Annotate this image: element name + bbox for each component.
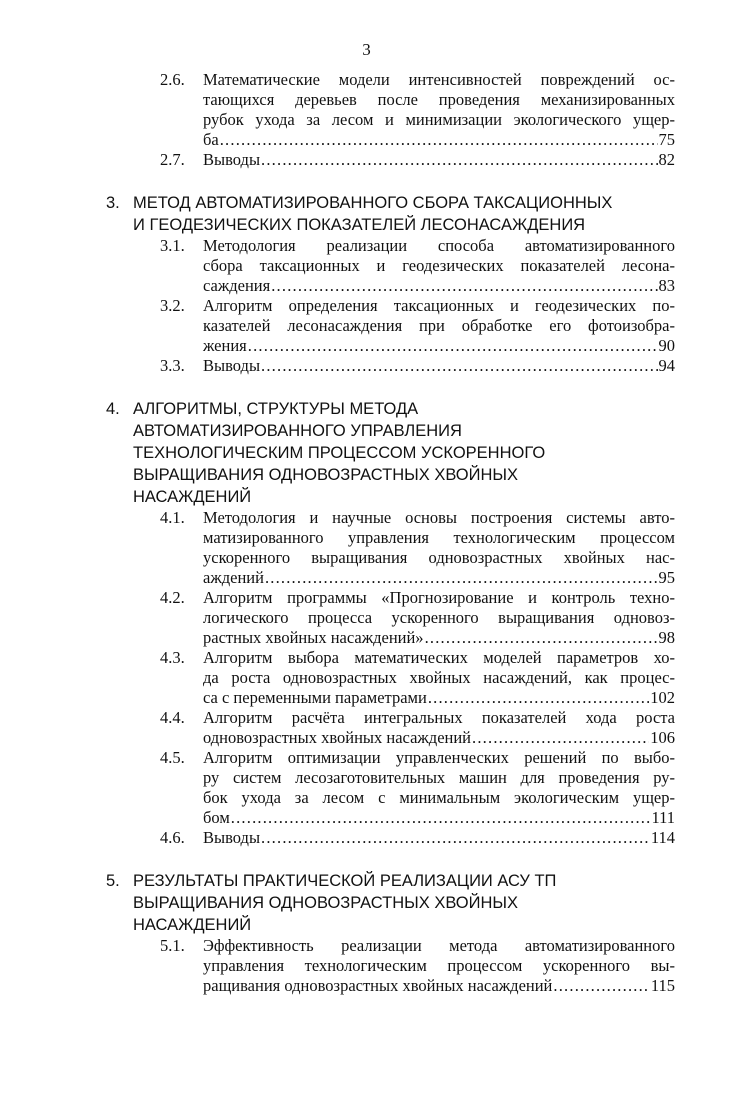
chapter-title-line: МЕТОД АВТОМАТИЗИРОВАННОГО СБОРА ТАКСАЦИОННЫХ <box>133 194 613 212</box>
toc-section-s3 <box>0 192 733 376</box>
toc-entry[interactable] <box>0 236 675 296</box>
entry-title-line: Алгоритм определения таксационных и геодезических по- <box>203 296 675 315</box>
entry-leader-line <box>203 130 675 150</box>
toc-entry[interactable] <box>0 296 675 356</box>
entry-page-number: 114 <box>650 828 675 847</box>
entry-number: 3.1. <box>160 236 185 255</box>
entry-number: 4.6. <box>160 828 185 847</box>
dot-leader <box>261 150 657 170</box>
entry-title-line: бок ухода за лесом с минимальным экологическим ущер- <box>203 788 675 807</box>
entry-title-line: рубок ухода за лесом и минимизации экологического ущер- <box>203 110 675 129</box>
entry-title-last-line: ращивания одновозрастных хвойных насаждений <box>203 976 553 995</box>
entry-title-last-line: саждения <box>203 276 271 295</box>
entry-title-last-line: жения <box>203 336 247 355</box>
entry-page-number: 102 <box>650 688 675 707</box>
entry-page-number: 111 <box>651 808 675 827</box>
chapter-title-line: АВТОМАТИЗИРОВАННОГО УПРАВЛЕНИЯ <box>133 422 462 440</box>
chapter-title-line: И ГЕОДЕЗИЧЕСКИХ ПОКАЗАТЕЛЕЙ ЛЕСОНАСАЖДЕНИЯ <box>133 216 586 234</box>
dot-leader <box>220 130 658 150</box>
entry-leader-line <box>203 276 675 296</box>
entry-number: 4.2. <box>160 588 185 607</box>
entry-title-last-line: Выводы <box>203 150 261 169</box>
chapter-title-line: ВЫРАЩИВАНИЯ ОДНОВОЗРАСТНЫХ ХВОЙНЫХ <box>133 894 519 912</box>
dot-leader <box>553 976 649 996</box>
dot-leader <box>428 688 649 708</box>
entry-leader-line <box>203 808 675 828</box>
toc-entry[interactable] <box>0 150 675 170</box>
entry-page-number: 115 <box>650 976 675 995</box>
entry-title-last-line: Выводы <box>203 828 261 847</box>
toc-entry[interactable] <box>0 70 675 150</box>
entry-page-number: 106 <box>650 728 675 747</box>
entry-number: 2.7. <box>160 150 185 169</box>
chapter-title-line: РЕЗУЛЬТАТЫ ПРАКТИЧЕСКОЙ РЕАЛИЗАЦИИ АСУ ТП <box>133 872 557 890</box>
entry-leader-line <box>203 976 675 996</box>
entry-leader-line <box>203 728 675 748</box>
chapter-title-line: НАСАЖДЕНИЙ <box>133 488 252 506</box>
toc-entry[interactable] <box>0 508 675 588</box>
entry-title-line: тающихся деревьев после проведения механизированных <box>203 90 675 109</box>
entry-page-number: 95 <box>658 568 675 587</box>
entry-title-line: Методология и научные основы построения системы авто- <box>203 508 675 527</box>
entry-page-number: 82 <box>658 150 675 169</box>
entry-leader-line <box>203 688 675 708</box>
entry-title-last-line: Выводы <box>203 356 261 375</box>
entry-title-line: казателей лесонасаждения при обработке его фотоизобра- <box>203 316 675 335</box>
dot-leader <box>261 356 657 376</box>
entry-title-line: Математические модели интенсивностей повреждений ос- <box>203 70 675 89</box>
entry-title-last-line: ба <box>203 130 219 149</box>
entry-page-number: 83 <box>658 276 675 295</box>
entry-number: 2.6. <box>160 70 185 89</box>
entry-title-line: логического процесса ускоренного выращивания одновоз- <box>203 608 675 627</box>
chapter-heading[interactable] <box>0 192 653 236</box>
chapter-title-line: ТЕХНОЛОГИЧЕСКИМ ПРОЦЕССОМ УСКОРЕННОГО <box>133 444 546 462</box>
entry-leader-line <box>203 336 675 356</box>
toc-entry[interactable] <box>0 648 675 708</box>
entry-page-number: 90 <box>658 336 675 355</box>
entry-leader-line <box>203 828 675 848</box>
table-of-contents <box>0 70 733 1018</box>
entry-number: 5.1. <box>160 936 185 955</box>
chapter-heading[interactable] <box>0 870 653 936</box>
chapter-number: 3. <box>106 194 120 212</box>
toc-entry[interactable] <box>0 708 675 748</box>
entry-title-line: да роста одновозрастных хвойных насаждений, как процес- <box>203 668 675 687</box>
chapter-number: 5. <box>106 872 120 890</box>
entry-title-line: управления технологическим процессом ускоренного вы- <box>203 956 675 975</box>
entry-number: 4.5. <box>160 748 185 767</box>
entry-page-number: 98 <box>658 628 675 647</box>
entry-number: 3.2. <box>160 296 185 315</box>
entry-number: 4.4. <box>160 708 185 727</box>
chapter-title-line: АЛГОРИТМЫ, СТРУКТУРЫ МЕТОДА <box>133 400 419 418</box>
dot-leader <box>231 808 651 828</box>
entry-title-line: Методология реализации способа автоматизированного <box>203 236 675 255</box>
toc-entry[interactable] <box>0 936 675 996</box>
page-number: 3 <box>362 40 371 59</box>
dot-leader <box>425 628 658 648</box>
toc-section-s4 <box>0 398 733 848</box>
dot-leader <box>261 828 650 848</box>
dot-leader <box>472 728 649 748</box>
entry-title-line: Алгоритм программы «Прогнозирование и контроль техно- <box>203 588 675 607</box>
entry-number: 4.3. <box>160 648 185 667</box>
chapter-title-line: ВЫРАЩИВАНИЯ ОДНОВОЗРАСТНЫХ ХВОЙНЫХ <box>133 466 519 484</box>
entry-leader-line <box>203 150 675 170</box>
entry-page-number: 75 <box>658 130 675 149</box>
entry-title-line: Алгоритм выбора математических моделей параметров хо- <box>203 648 675 667</box>
entry-title-last-line: аждений <box>203 568 264 587</box>
chapter-heading[interactable] <box>0 398 653 508</box>
entry-title-last-line: одновозрастных хвойных насаждений <box>203 728 472 747</box>
entry-title-last-line: бом <box>203 808 230 827</box>
entry-leader-line <box>203 568 675 588</box>
toc-entry[interactable] <box>0 588 675 648</box>
entry-title-line: ускоренного выращивания одновозрастных хвойных нас- <box>203 548 675 567</box>
entry-title-line: Алгоритм расчёта интегральных показателей хода роста <box>203 708 675 727</box>
toc-section-s5 <box>0 870 733 996</box>
toc-entry[interactable] <box>0 828 675 848</box>
entry-title-line: матизированного управления технологическим процессом <box>203 528 675 547</box>
entry-leader-line <box>203 628 675 648</box>
toc-entry[interactable] <box>0 748 675 828</box>
entry-page-number: 94 <box>658 356 675 375</box>
toc-entry[interactable] <box>0 356 675 376</box>
entry-title-last-line: са с переменными параметрами <box>203 688 427 707</box>
entry-leader-line <box>203 356 675 376</box>
entry-title-line: ру систем лесозаготовительных машин для проведения ру- <box>203 768 675 787</box>
toc-section-s2 <box>0 70 733 170</box>
entry-title-line: Эффективность реализации метода автоматизированного <box>203 936 675 955</box>
chapter-number: 4. <box>106 400 120 418</box>
entry-title-last-line: растных хвойных насаждений» <box>203 628 424 647</box>
entry-title-line: Алгоритм оптимизации управленческих решений по выбо- <box>203 748 675 767</box>
entry-title-line: сбора таксационных и геодезических показателей лесона- <box>203 256 675 275</box>
entry-number: 4.1. <box>160 508 185 527</box>
entry-number: 3.3. <box>160 356 185 375</box>
dot-leader <box>265 568 658 588</box>
dot-leader <box>271 276 657 296</box>
chapter-title-line: НАСАЖДЕНИЙ <box>133 916 252 934</box>
dot-leader <box>248 336 658 356</box>
